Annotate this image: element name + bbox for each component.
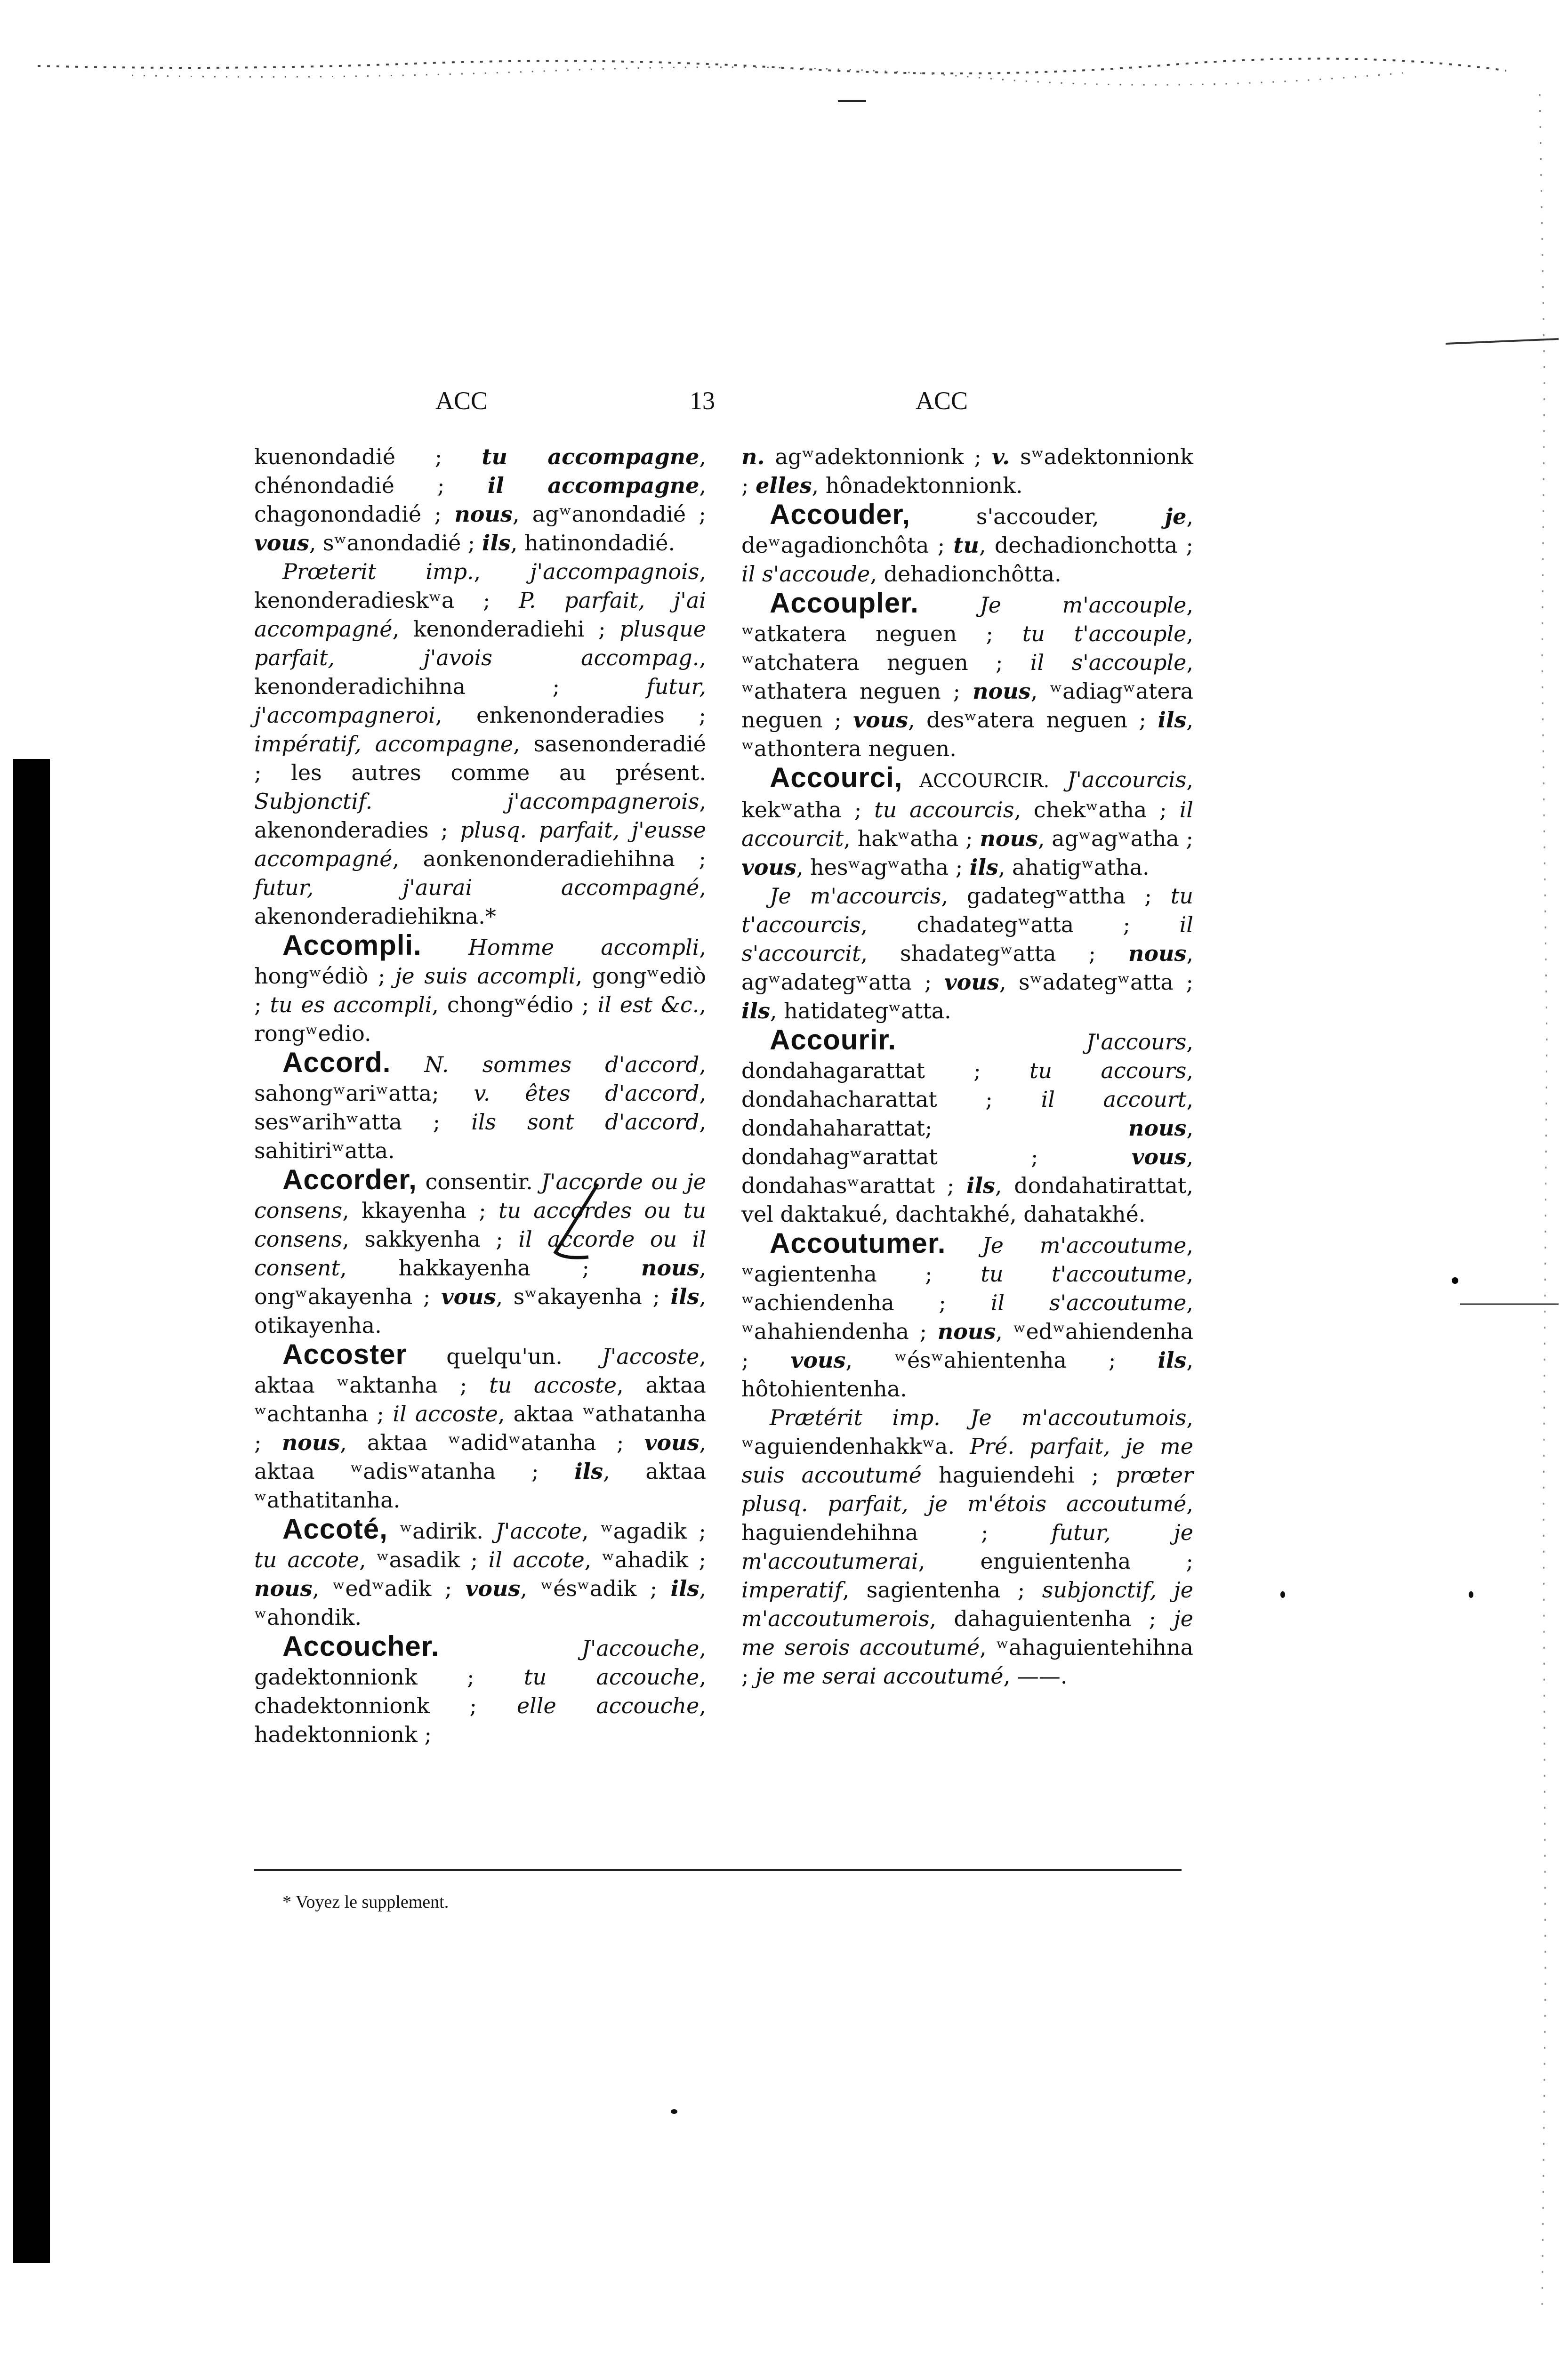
entry-italic-text: il accourcit	[741, 797, 1193, 851]
entry-text: , dechadionchotta ;	[979, 532, 1193, 558]
entry-italic-text: il accompagne	[487, 473, 700, 498]
entry-text: , hônadektonnionk.	[812, 473, 1023, 498]
entry-text: , sahongʷariʷatta;	[254, 1052, 706, 1106]
entry-italic-text: il s'accoude	[741, 561, 870, 587]
entry-text: , dondahasʷarattat ;	[741, 1144, 1193, 1198]
entry-text: , akenonderadiehikna.*	[254, 875, 706, 929]
entry-italic-text: N. sommes d'accord	[391, 1052, 700, 1077]
entry-italic-text: ils	[1158, 1347, 1187, 1373]
entry-italic-text: nous	[980, 826, 1038, 851]
entry-italic-text: plusq. parfait, j'eusse accompagné	[254, 817, 706, 871]
entry-italic-text: v. êtes d'accord	[474, 1080, 700, 1106]
entry-italic-text: vous	[741, 855, 796, 880]
entry-italic-text: tu accompagne	[482, 444, 700, 469]
entry-italic-text: Je m'accouple	[918, 592, 1187, 618]
dictionary-entry	[741, 500, 1193, 588]
entry-text: , gadategʷattha ;	[941, 883, 1171, 909]
entry-italic-text: subjonctif, je m'accoutumerois	[741, 1577, 1193, 1631]
running-head-left: ACC	[435, 387, 488, 415]
entry-italic-text: vous	[944, 969, 999, 995]
entry-italic-text: tu accote	[254, 1547, 359, 1572]
entry-text: , otikayenha.	[254, 1284, 706, 1338]
entry-text: , agʷagʷatha ;	[1037, 826, 1193, 851]
entry-text: , aktaa ʷathatanha ;	[254, 1401, 706, 1455]
entry-italic-text: nous	[454, 501, 513, 527]
headword: Accompli.	[282, 929, 422, 961]
entry-text: agʷadektonnionk ;	[764, 444, 992, 469]
entry-text: , ongʷakayenha ;	[254, 1255, 706, 1309]
entry-text: , sʷakayenha ;	[496, 1284, 671, 1309]
entry-text: , dondahacharattat ;	[741, 1058, 1193, 1112]
entry-italic-text: nous	[1128, 1115, 1187, 1141]
entry-italic-text: prœter plusq. parfait, je m'étois accoutumé	[741, 1462, 1193, 1516]
entry-italic-text: Subjonctif. j'accompagnerois	[254, 789, 700, 814]
entry-text: ,	[474, 559, 531, 584]
entry-text: , aktaa ʷadidʷatanha ;	[340, 1430, 644, 1455]
entry-text: , gongʷediò ;	[254, 963, 707, 1017]
footnote: * Voyez le supplement.	[282, 1892, 449, 1912]
entry-text: s'accouder,	[910, 504, 1165, 529]
entry-text: , agʷanondadié ;	[512, 501, 706, 527]
entry-text: , hakkayenha ;	[340, 1255, 641, 1281]
entry-text: , haguiendehihna ;	[741, 1491, 1193, 1545]
dictionary-entry	[741, 1025, 1193, 1229]
headword: Accoutumer.	[770, 1227, 946, 1259]
entry-text: , ʷahaguientehihna ;	[741, 1635, 1194, 1689]
entry-italic-text: il s'accouple	[1030, 650, 1187, 675]
entry-text: , ʷedʷahiendenha ;	[741, 1319, 1194, 1373]
entry-italic-text: J'accoste	[602, 1344, 700, 1369]
entry-text: , chadategʷatta ;	[860, 912, 1180, 937]
scan-binding-bar	[13, 759, 50, 2263]
entry-text: , hôtohientenha.	[741, 1347, 1193, 1402]
entry-italic-text: J'accote	[495, 1518, 582, 1544]
entry-italic-text: elle accouche	[516, 1693, 700, 1718]
entry-text: , ʷahahiendenha ;	[741, 1290, 1193, 1344]
entry-italic-text: futur, j'aurai accompagné	[254, 875, 700, 900]
entry-italic-text: nous	[641, 1255, 700, 1281]
entry-text: , ʷésʷadik ;	[520, 1576, 671, 1601]
entry-italic-text: tu	[953, 532, 979, 558]
entry-italic-text: je me serai accoutumé	[756, 1663, 1004, 1689]
entry-italic-text: tu accordes ou tu consens	[254, 1198, 706, 1252]
entry-italic-text: nous	[937, 1319, 996, 1344]
entry-text: , sasenonderadié ; les autres comme au présent.	[254, 731, 706, 785]
entry-text: , ʷagadik ;	[581, 1518, 706, 1544]
dictionary-entry	[254, 1515, 706, 1632]
entry-italic-text: J'accourcis	[1067, 767, 1187, 792]
page-number: 13	[690, 387, 715, 415]
entry-text: , ʷahondik.	[254, 1576, 706, 1630]
entry-italic-text: il s'accoutume	[990, 1290, 1187, 1315]
entry-italic-text: futur, j'accompagneroi	[254, 674, 706, 728]
entry-text: , agʷadategʷatta ;	[741, 941, 1193, 995]
entry-text: , dehadionchôtta.	[870, 561, 1061, 587]
entry-text: , hesʷagʷatha ;	[796, 855, 970, 880]
entry-italic-text: v.	[992, 444, 1010, 469]
entry-italic-text: il accorde ou il consent	[254, 1226, 706, 1281]
entry-text: quelqu'un.	[407, 1344, 602, 1369]
entry-italic-text: n.	[741, 444, 765, 469]
scan-noise-top	[38, 56, 1506, 137]
entry-text: kuenondadié ;	[254, 444, 482, 469]
entry-italic-text: ils	[482, 530, 511, 556]
entry-text: , shadategʷatta ;	[860, 941, 1128, 966]
entry-italic-text: J'accouche	[439, 1636, 700, 1661]
entry-italic-text: Je m'accourcis	[770, 883, 941, 909]
entry-text: , gadektonnionk ;	[254, 1636, 706, 1690]
entry-italic-text: il s'accourcit	[741, 912, 1193, 966]
entry-italic-text: vous	[790, 1347, 846, 1373]
entry-text: , ʷasadik ;	[359, 1547, 489, 1572]
entry-italic-text: il accote	[488, 1547, 585, 1572]
entry-italic-text: ils	[1158, 707, 1187, 733]
entry-italic-text: ils	[969, 855, 998, 880]
entry-text: , kekʷatha ;	[741, 767, 1194, 822]
entry-text: , chongʷédio ;	[432, 992, 598, 1017]
entry-italic-text: J'accorde ou je consens	[254, 1169, 706, 1223]
entry-italic-text: nous	[973, 678, 1031, 704]
dictionary-entry	[741, 443, 1193, 500]
headword: Accoupler.	[770, 587, 919, 619]
scan-speck	[1280, 1591, 1285, 1598]
entry-italic-text: ils	[966, 1173, 995, 1198]
entry-text: , ʷathontera neguen.	[741, 707, 1193, 761]
entry-italic-text: tu t'accourcis	[741, 883, 1194, 937]
entry-text: ʷadirik.	[387, 1518, 496, 1544]
entry-text: haguiendehi ;	[921, 1462, 1116, 1488]
entry-text: , dondahatirattat, vel daktakué, dachtakhé, dahatakhé.	[741, 1173, 1194, 1227]
entry-italic-text: il accourt	[1041, 1087, 1187, 1112]
entry-text: , aktaa ʷachtanha ;	[254, 1372, 706, 1427]
entry-text: , enguientenha ;	[918, 1548, 1193, 1574]
entry-text: , kkayenha ;	[342, 1198, 499, 1223]
entry-italic-text: impératif, accompagne	[254, 731, 514, 757]
dictionary-entry	[254, 557, 706, 931]
entry-text: , dondahagʷarattat ;	[741, 1115, 1193, 1169]
dictionary-entry	[741, 882, 1193, 1025]
dictionary-entry	[254, 1632, 706, 1749]
headword: Accoté,	[282, 1513, 388, 1545]
entry-italic-text: tu es accompli	[270, 992, 432, 1017]
entry-text: , dahaguientenha ;	[929, 1606, 1174, 1631]
entry-text: , chagonondadié ;	[254, 473, 706, 527]
entry-italic-text: ils	[574, 1459, 603, 1484]
entry-italic-text: tu accours	[1029, 1058, 1187, 1083]
entry-italic-text: je me serois accoutumé	[741, 1606, 1193, 1660]
headword: Accourir.	[770, 1024, 897, 1056]
entry-text: , chekʷatha ;	[1014, 797, 1180, 822]
entry-text: , enkenonderadies ;	[435, 702, 706, 728]
entry-text: , sʷadategʷatta ;	[999, 969, 1193, 995]
entry-italic-text: vous	[254, 530, 309, 556]
entry-italic-text: ils sont d'accord	[471, 1109, 700, 1135]
dictionary-entry	[741, 1229, 1193, 1403]
entry-text: , hongʷédiò ;	[254, 935, 706, 989]
headword: Accouder,	[770, 499, 911, 530]
entry-italic-text: P. parfait, j'ai accompagné	[254, 588, 706, 642]
scan-speck	[671, 2109, 677, 2114]
entry-italic-text: ACCOURCIR.	[902, 770, 1050, 792]
entry-italic-text: il accoste	[393, 1401, 498, 1427]
entry-italic-text: vous	[853, 707, 908, 733]
headword: Accourci,	[770, 762, 903, 793]
entry-text: , hakʷatha ;	[844, 826, 980, 851]
entry-italic-text: tu accoste	[489, 1372, 617, 1398]
scan-speck	[1469, 1591, 1473, 1598]
entry-text: , rongʷedio.	[254, 992, 706, 1046]
entry-text: , aktaa ʷadisʷatanha ;	[254, 1430, 706, 1484]
dictionary-entry	[741, 763, 1193, 882]
dictionary-entry	[254, 931, 706, 1048]
entry-text: , desʷatera neguen ;	[908, 707, 1158, 733]
entry-italic-text: tu t'accoutume	[981, 1261, 1187, 1287]
entry-text: sʷadektonnionk ;	[741, 444, 1193, 498]
entry-text: , chadektonnionk ;	[254, 1664, 706, 1718]
entry-text: , sesʷarihʷatta ;	[254, 1080, 706, 1135]
entry-text: , ʷedʷadik ;	[312, 1576, 466, 1601]
left-column	[254, 443, 706, 1749]
entry-text: , akenonderadies ;	[254, 789, 706, 843]
entry-text: , sahitiriʷatta.	[254, 1109, 706, 1163]
entry-italic-text: nous	[254, 1576, 313, 1601]
dictionary-entry	[741, 588, 1193, 763]
entry-text: , ʷaguiendenhakkʷa.	[741, 1405, 1193, 1459]
entry-text: , ʷésʷahientenha ;	[845, 1347, 1158, 1373]
dictionary-entry	[741, 1403, 1193, 1691]
entry-text: , dondahaharattat;	[741, 1087, 1193, 1141]
entry-text: , ʷathatera neguen ;	[741, 650, 1193, 704]
entry-italic-text: il est &c.	[597, 992, 700, 1017]
entry-italic-text: vous	[441, 1284, 496, 1309]
entry-italic-text: J'accours	[896, 1029, 1187, 1055]
entry-text: , ʷatkatera neguen ;	[741, 592, 1193, 646]
entry-text: , ahatigʷatha.	[998, 855, 1150, 880]
entry-italic-text: je	[1165, 504, 1187, 529]
entry-italic-text: j'accompagnois	[530, 559, 700, 584]
running-head	[0, 386, 1568, 438]
entry-italic-text: elles	[756, 473, 812, 498]
entry-italic-text: Prœterit imp.	[282, 559, 474, 584]
entry-text: , ʷatchatera neguen ;	[741, 621, 1194, 675]
entry-text: , kenonderadiehi ;	[392, 616, 620, 642]
entry-text: , dondahagarattat ;	[741, 1029, 1193, 1083]
entry-text: , hatinondadié.	[510, 530, 675, 556]
entry-text: , kenonderadieskʷa ;	[254, 559, 707, 613]
right-column	[741, 443, 1193, 1691]
entry-italic-text: Je m'accoutume	[946, 1233, 1187, 1258]
entry-text: , chénondadié ;	[254, 444, 706, 498]
entry-italic-text: tu accourcis	[874, 797, 1014, 822]
entry-text: , sagientenha ;	[842, 1577, 1042, 1603]
entry-text: , ʷachiendenha ;	[741, 1261, 1193, 1315]
entry-italic-text: nous	[281, 1430, 340, 1455]
entry-italic-text: je suis accompli	[395, 963, 576, 989]
dictionary-entry	[254, 1165, 706, 1340]
entry-italic-text: ils	[741, 998, 770, 1024]
entry-text: consentir.	[417, 1169, 541, 1194]
entry-text: , kenonderadichihna ;	[254, 645, 706, 699]
entry-text: , ʷahadik ;	[584, 1547, 706, 1572]
entry-italic-text: vous	[465, 1576, 521, 1601]
entry-italic-text: vous	[644, 1430, 700, 1455]
entry-italic-text: imperatif	[741, 1577, 843, 1603]
headword: Accorder,	[282, 1164, 417, 1195]
headword: Accoucher.	[282, 1630, 440, 1662]
entry-text: , ʷadiagʷatera neguen ;	[741, 678, 1194, 733]
entry-text: , ——.	[1003, 1663, 1068, 1689]
entry-text: , aonkenonderadiehihna ;	[392, 846, 706, 871]
entry-text: , sakkyenha ;	[342, 1226, 519, 1252]
entry-italic-text: Prætérit imp. Je m'accoutumois	[770, 1405, 1187, 1430]
entry-text: , hatidategʷatta.	[770, 998, 951, 1024]
entry-italic-text: futur, je m'accoutumerai	[741, 1520, 1194, 1574]
entry-italic-text: plusque parfait, j'avois accompag.	[254, 616, 706, 670]
entry-text	[1049, 767, 1067, 792]
entry-text: , aktaa ʷathatitanha.	[254, 1459, 706, 1513]
pen-mark	[537, 1182, 603, 1262]
entry-italic-text: Pré. parfait, je me suis accoutumé	[741, 1434, 1193, 1488]
headword: Accord.	[282, 1047, 391, 1078]
dictionary-entry	[254, 1048, 706, 1165]
entry-italic-text: nous	[1128, 941, 1187, 966]
entry-text: , deʷagadionchôta ;	[741, 504, 1193, 558]
footnote-rule	[254, 1869, 1182, 1871]
headword: Accoster	[282, 1338, 407, 1370]
dictionary-entry	[254, 1340, 706, 1515]
entry-text: , sʷanondadié ;	[309, 530, 482, 556]
entry-italic-text: Homme accompli	[421, 935, 700, 960]
entry-text: , ʷagientenha ;	[741, 1233, 1193, 1287]
entry-italic-text: ils	[670, 1576, 700, 1601]
entry-italic-text: vous	[1131, 1144, 1187, 1169]
entry-text: , hadektonnionk ;	[254, 1693, 706, 1747]
entry-italic-text: tu t'accouple	[1022, 621, 1187, 646]
entry-italic-text: ils	[670, 1284, 700, 1309]
running-head-right: ACC	[916, 387, 968, 415]
dictionary-entry	[254, 443, 706, 557]
entry-text: , aktaa ʷaktanha ;	[254, 1344, 706, 1398]
entry-italic-text: tu accouche	[524, 1664, 700, 1690]
